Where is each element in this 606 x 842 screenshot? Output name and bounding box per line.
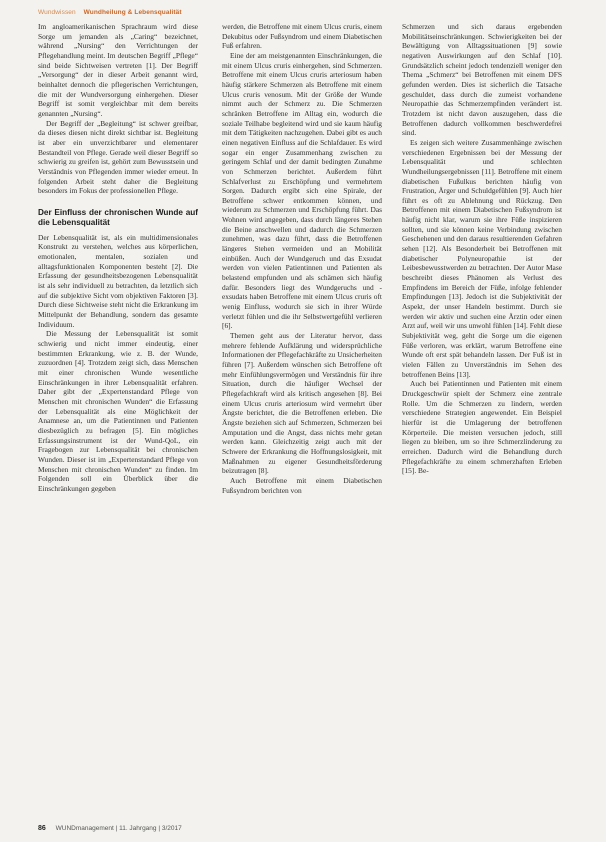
body-paragraph: Die Messung der Lebensqualität ist somit schwierig und nicht immer eindeutig, einer bestimmten Erkrankung, wie z. B. der Wunde, zuzuordnen [4]. Trotzdem zeigt sich, dass Menschen mit einer chronischen Wunde wesentliche Einschränkungen in ihrer Lebensqualität erfahren. Daher gibt der „Expertenstandard Pflege von Menschen mit chronischen Wunden“ die Erfassung der Lebensqualität als eine Möglichkeit der Anamnese an, um die Patientinnen und Patienten diesbezüglich zu befragen [5]. Ein mögliches Erfassungsinstrument ist der Wund-QoL, ein Fragebogen zur Lebensqualität bei chronischen Wunden. Dieser ist im „Expertenstandard Pflege von Menschen mit chronischen Wunden“ zu finden. Im Folgenden soll ein Überblick über die Einschränkungen gegeben — [38, 329, 198, 493]
journal-info: WUNDmanagement | 11. Jahrgang | 3/2017 — [55, 825, 182, 832]
page-footer — [38, 825, 182, 832]
body-paragraph: Im angloamerikanischen Sprachraum wird diese Sorge um jemanden als „Caring“ bezeichnet, während „Nursing“ den Verrichtungen der Pflegehandlung meint. Im deutschen Begriff „Pflege“ sind beide Sichtweisen vertreten [1]. Der Begriff „Versorgung“ der in dieser Arbeit genannt wird, beinhaltet dennoch die pflegerischen Verrichtungen, die mit der Wundversorgung einhergehen. Dieser Begriff ist somit vergleichbar mit dem bereits genannten „Nursing“. — [38, 22, 198, 118]
header-section: Wundwissen — [38, 9, 76, 16]
body-paragraph: Eine der am meistgenannten Einschränkungen, die mit einem Ulcus cruris einhergehen, sind Schmerzen. Betroffene mit einem Ulcus cruris arteriosum haben häufig stärkere Schmerzen als Betroffene mit einem Ulcus cruris venosum. Mit der Größe der Wunde nimmt auch der Schmerz zu. Die Schmerzen schränken Betroffene im Alltag ein, wodurch die soziale Teilhabe begleitend wird und sie kaum häufig mit dem Tätigkeiten nachzugehen. Dabei gibt es auch einen negativen Einfluss auf die Schlafdauer. Es wird sogar ein enger Zusammenhang zwischen zu geringem Schlaf und der damit bedingten Zunahme von Schmerzen berichtet. Außerdem führt Schlafverlust zu Erschöpfung und vermehrtem Sorgen. Dadurch ergibt sich eine Spirale, der Betroffene schwer entkommen können, und wiederum zu Schmerzen und Erschöpfung führt. Das Wohnen wird angegeben, dass durch längeres Stehen die Beine anschwellen und dadurch die Schmerzen zunehmen, was dazu führt, dass die Betroffenen längeres Stehen vermeiden und an Mobilität einbüßen. Auch der Wundgeruch und das Exsudat werden von vielen Patientinnen und Patienten als belastend empfunden und als schämen sich häufig dafür. Besonders liegt des Wundgeruchs und -exsudats haben Betroffene mit einem Ulcus cruris oft wenig Einfluss, wodurch sie sich in ihrer Würde verletzt fühlen und die ihr Selbstwertgefühl verlieren [6]. — [222, 50, 382, 331]
body-paragraph: Themen geht aus der Literatur hervor, dass mehrere fehlende Aufklärung und widersprüchliche Informationen der Pflegefachkräfte zu Unsicherheiten führen [7]. Außerdem wünschen sich Betroffene oft mehr Einfühlungsvermögen und Verständnis für ihre Situation, durch die häufiger Wechsel der Pflegefachkraft wird als kritisch angesehen [8]. Bei einem Ulcus cruris arteriosum wird vermehrt über Ängste berichtet, die die Betroffenen erleben. Die Ängste beziehen sich auf Schmerzen, Schmerzen bei Amputation und die Angst, dass nichts mehr getan werden kann. Gleichzeitig zeigt auch mit der Schwere der Erkrankung die Hoffnungslosigkeit, mit Maßnahmen zu eigener Gesundheitsförderung beizutragen [8]. — [222, 331, 382, 476]
body-paragraph: Schmerzen und sich daraus ergebenden Mobilitätseinschränkungen. Schwierigkeiten bei der Bewältigung von Alltagssituationen [9] sowie negativen Auswirkungen auf den Schlaf [10]. Grundsätzlich scheint jedoch tendenziell weniger den Thema „Schmerz“ bei Betroffenen mit einem DFS gefunden werden. Dies ist sicherlich die Tatsache geschuldet, dass durch die zumeist vorhandene Neuropathie das Schmerzempfinden verändert ist. Trotzdem ist nicht davon auszugehen, dass die Betroffenen dadurch vollkommen beschwerdefrei sind. — [402, 22, 562, 138]
body-paragraph: Der Begriff der „Begleitung“ ist schwer greifbar, da dieses diesen nicht direkt sichtbar ist. Begleitung ist aber ein unverzichtbarer und elementarer Bestandteil von Pflege. Gerade weil dieser Begriff so schwierig zu greifen ist, gehört zum Bewusstsein und Verständnis von Pflegenden immer wieder erneut. In folgenden Arbeit steht daher die Begleitung besonders im Fokus der professionellen Pflege. — [38, 118, 198, 196]
text-column-2 — [222, 22, 382, 820]
body-paragraph: Auch Betroffene mit einem Diabetischen Fußsyndrom berichten von — [222, 475, 382, 495]
page-number: 86 — [38, 825, 46, 832]
header-topic: Wundheilung & Lebensqualität — [83, 9, 182, 16]
section-heading: Der Einfluss der chronischen Wunde auf die Lebensqualität — [38, 207, 198, 227]
running-header — [38, 9, 182, 16]
text-column-3 — [402, 22, 562, 820]
body-paragraph: Der Lebensqualität ist, als ein multidimensionales Konstrukt zu verstehen, welches aus körperlichen, emotionalen, mentalen, sozialen und alltagsfunktionalen Komponenten besteht [2]. Die Erfassung der gesundheitsbezogenen Lebensqualität ist als sehr individuell zu betrachten, da letztlich sich auf die subjektive Sicht vom objektiven Faktoren [3]. Durch diese Sichtweise steht nicht die Erkrankung im Mittelpunkt der Behandlung, sondern das gesamte Individuum. — [38, 232, 198, 329]
body-paragraph: Auch bei Patientinnen und Patienten mit einem Druckgeschwür spielt der Schmerz eine zentrale Rolle. Um die Schmerzen zu lindern, werden verschiedene Strategien angewendet. Ein Beispiel hierfür ist die Umlagerung der betroffenen Körperteile. Die meisten versuchen jedoch, still liegen zu bleiben, um so ihre Schmerzlinderung zu erreichen. Dadurch wird die Behandlung durch Pflegefachkräfte zu einem schmerzhaften Erleben [15]. Be- — [402, 379, 562, 476]
body-paragraph: Es zeigen sich weitere Zusammenhänge zwischen verschiedenen Ergebnissen bei der Messung der Lebensqualität und schlechten Wundheilungsergebnissen [11]. Betroffene mit einem diabetischen Fußulkus berichten häufig von Frustration, Ärger und Schuldgefühlen [9]. Auch hier führt es oft zu Ablehnung und Rückzug. Den Betroffenen mit einem Diabetischen Fußsyndrom ist häufig nicht klar, warum sie ihre Füße inspizieren sollten, und sie können keine Verbindung zwischen Geschehenen und den daraus resultierenden Gefahren sehen [12]. Als Besonderheit bei Betroffenen mit diabetischer Polyneuropathie ist der Leibesbewusstwerden zu betrachten. Der Autor Mase beschreibt dieses Phänomen als Verlust des Empfindens im Bereich der Füße, infolge fehlender Empfindungen [13]. Jedoch ist die Subjektivität der Aspekt, der unser Handeln bestimmt. Durch sie werden wir aktiv und suchen eine Ärztin oder einen Arzt auf, weil wir uns unwohl fühlen [14]. Fehlt diese Subjektivität weg, geht die Sorge um die eigenen Füße verloren, was erklärt, warum Betroffene eine Wunde oft erst spät behandeln lassen. Der Fuß ist in vielen Fällen zu Unverständnis im Sehen des betroffenen Beins [13]. — [402, 137, 562, 379]
text-column-1 — [38, 22, 198, 820]
body-paragraph: werden, die Betroffene mit einem Ulcus cruris, einem Dekubitus oder Fußsyndrom und einem Diabetischen Fuß erfahren. — [222, 22, 382, 51]
